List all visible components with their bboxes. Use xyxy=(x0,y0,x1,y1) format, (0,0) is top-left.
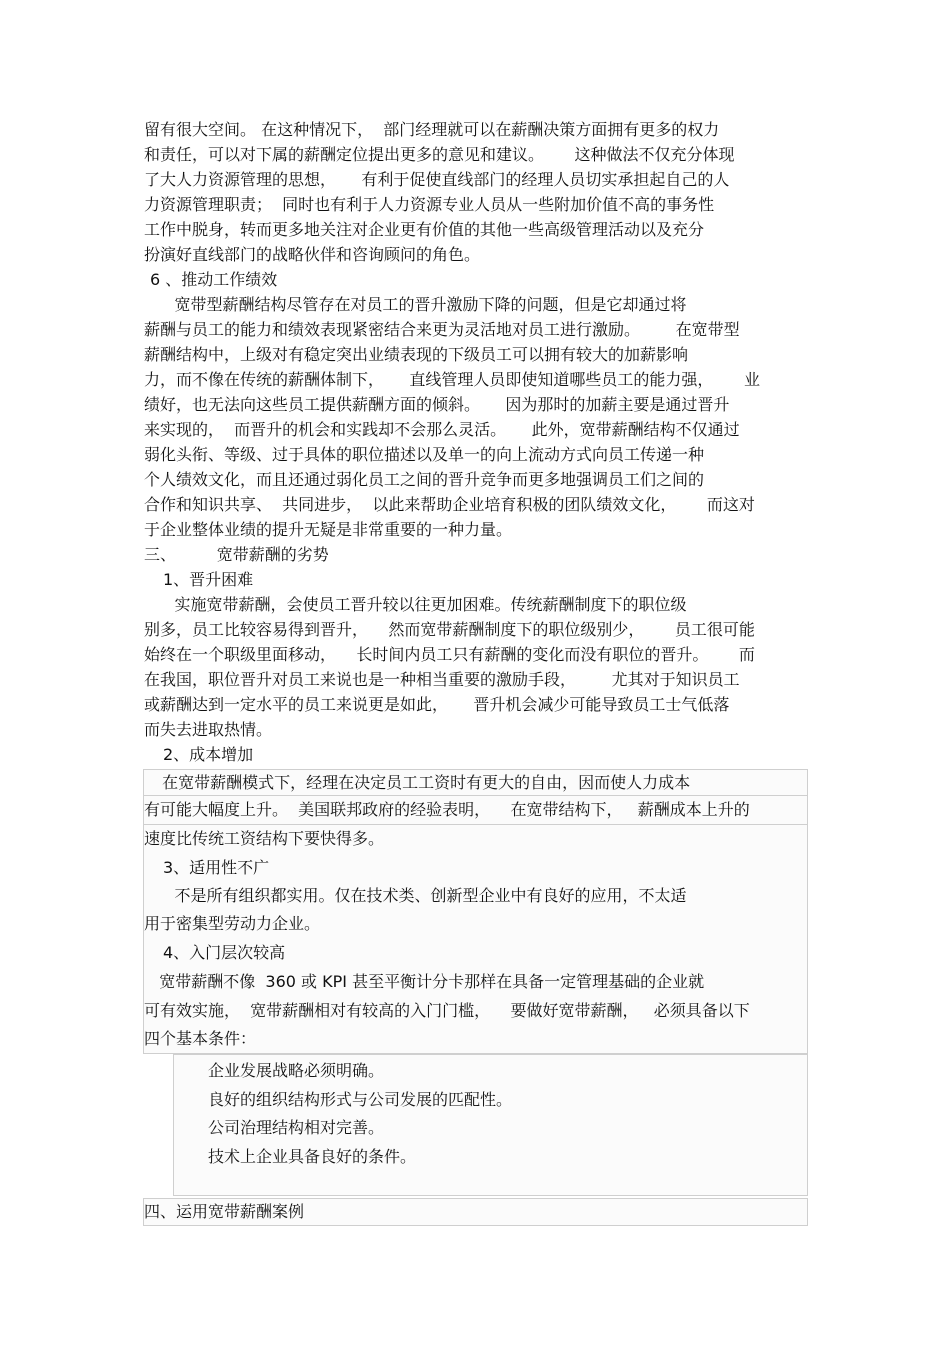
paragraph-line: 薪酬结构中，上级对有稳定突出业绩表现的下级员工可以拥有较大的加薪影响 xyxy=(144,345,689,364)
paragraph-line: 留有很大空间。 在这种情况下， 部门经理就可以在薪酬决策方面拥有更多的权力 xyxy=(144,120,720,139)
paragraph-line: 而失去进取热情。 xyxy=(144,720,273,739)
paragraph-line: 薪酬与员工的能力和绩效表现紧密结合来更为灵活地对员工进行激励。 在宽带型 xyxy=(144,320,740,339)
paragraph-line: 用于密集型劳动力企业。 xyxy=(144,914,321,933)
paragraph-line: 绩好，也无法向这些员工提供薪酬方面的倾斜。 因为那时的加薪主要是通过晋升 xyxy=(144,395,730,414)
subsection-heading: 3、适用性不广 xyxy=(163,858,270,877)
paragraph-line: 在宽带薪酬模式下，经理在决定员工工资时有更大的自由，因而使人力成本 xyxy=(152,773,691,792)
paragraph-line: 弱化头衔、等级、过于具体的职位描述以及单一的向上流动方式向员工传递一种 xyxy=(144,445,705,464)
list-item: 公司治理结构相对完善。 xyxy=(208,1118,385,1137)
paragraph-line: 扮演好直线部门的战略伙伴和咨询顾问的角色。 xyxy=(144,245,481,264)
part-heading: 四、运用宽带薪酬案例 xyxy=(144,1202,305,1221)
paragraph-line: 工作中脱身，转而更多地关注对企业更有价值的其他一些高级管理活动以及充分 xyxy=(144,220,705,239)
paragraph-line: 个人绩效文化，而且还通过弱化员工之间的晋升竞争而更多地强调员工们之间的 xyxy=(144,470,705,489)
list-item: 技术上企业具备良好的条件。 xyxy=(208,1147,417,1166)
paragraph-line: 于企业整体业绩的提升无疑是非常重要的一种力量。 xyxy=(144,520,513,539)
paragraph-line: 力，而不像在传统的薪酬体制下， 直线管理人员即使知道哪些员工的能力强， 业 xyxy=(144,370,760,389)
paragraph-line: 在我国，职位晋升对员工来说也是一种相当重要的激励手段， 尤其对于知识员工 xyxy=(144,670,740,689)
paragraph-line: 或薪酬达到一定水平的员工来说更是如此， 晋升机会减少可能导致员工士气低落 xyxy=(144,695,730,714)
paragraph-line: 来实现的， 而晋升的机会和实践却不会那么灵活。 此外，宽带薪酬结构不仅通过 xyxy=(144,420,740,439)
list-item: 良好的组织结构形式与公司发展的匹配性。 xyxy=(208,1090,513,1109)
paragraph-line: 始终在一个职级里面移动， 长时间内员工只有薪酬的变化而没有职位的晋升。 而 xyxy=(144,645,755,664)
paragraph-line: 四个基本条件： xyxy=(144,1029,257,1048)
paragraph-line: 速度比传统工资结构下要快得多。 xyxy=(144,829,385,848)
paragraph-line: 宽带薪酬不像 360 或 KPI 甚至平衡计分卡那样在具备一定管理基础的企业就 xyxy=(144,972,705,991)
paragraph-line: 合作和知识共享、 共同进步， 以此来帮助企业培育积极的团队绩效文化， 而这对 xyxy=(144,495,755,514)
part-heading: 三、 宽带薪酬的劣势 xyxy=(144,545,329,564)
subsection-heading: 1、晋升困难 xyxy=(163,570,254,589)
subsection-heading: 4、入门层次较高 xyxy=(163,943,286,962)
paragraph-line: 宽带型薪酬结构尽管存在对员工的晋升激励下降的问题，但是它却通过将 xyxy=(144,295,687,314)
paragraph-line: 有可能大幅度上升。 美国联邦政府的经验表明， 在宽带结构下， 薪酬成本上升的 xyxy=(144,800,750,819)
paragraph-line: 可有效实施， 宽带薪酬相对有较高的入门门槛， 要做好宽带薪酬， 必须具备以下 xyxy=(144,1001,750,1020)
paragraph-line: 和责任，可以对下属的薪酬定位提出更多的意见和建议。 这种做法不仅充分体现 xyxy=(144,145,735,164)
paragraph-line: 别多，员工比较容易得到晋升， 然而宽带薪酬制度下的职位级别少， 员工很可能 xyxy=(144,620,755,639)
paragraph-line: 力资源管理职责； 同时也有利于人力资源专业人员从一些附加价值不高的事务性 xyxy=(144,195,715,214)
section-heading: 6 、推动工作绩效 xyxy=(150,270,278,289)
paragraph-line: 不是所有组织都实用。仅在技术类、创新型企业中有良好的应用，不太适 xyxy=(144,886,687,905)
paragraph-line: 实施宽带薪酬，会使员工晋升较以往更加困难。传统薪酬制度下的职位级 xyxy=(144,595,687,614)
paragraph-line: 了大人力资源管理的思想， 有利于促使直线部门的经理人员切实承担起自己的人 xyxy=(144,170,730,189)
list-item: 企业发展战略必须明确。 xyxy=(208,1061,385,1080)
subsection-heading: 2、成本增加 xyxy=(163,745,254,764)
